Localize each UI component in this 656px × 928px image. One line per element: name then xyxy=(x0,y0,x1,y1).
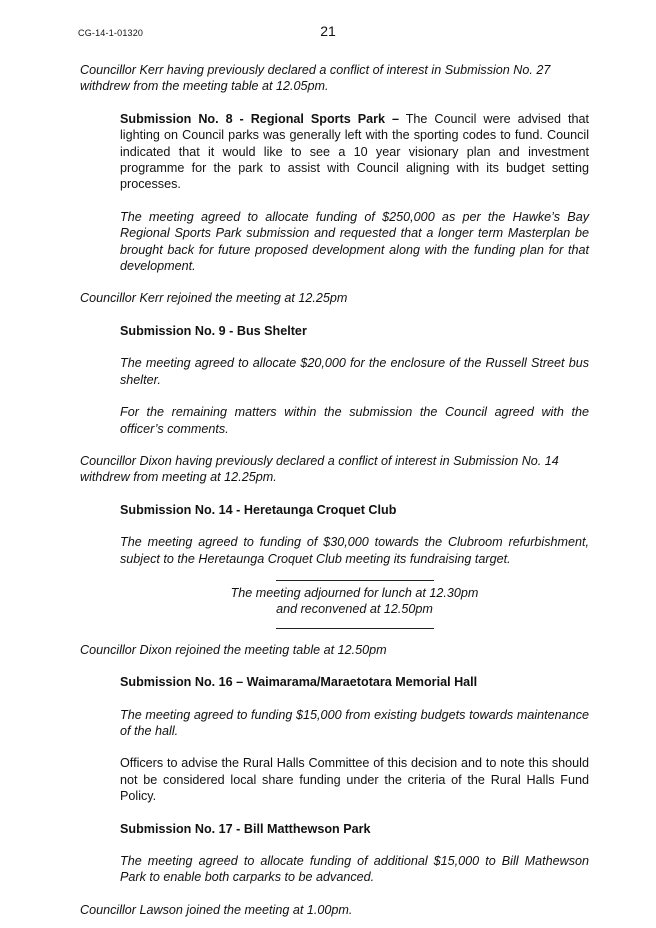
kerr-withdrew-note: Councillor Kerr having previously declared a conflict of interest in Submission No. 27 withdrew from the meeting table at 12.05pm. xyxy=(80,63,551,94)
submission-8-text: The Council were advised that lighting on Council parks was generally left with the sporting codes to fund. Council indicated that it would like to see a 10 year visionary plan and investment programme for the park to assist with Council aligning with its budget setting processes. xyxy=(120,111,589,192)
adjournment-top-rule xyxy=(276,580,434,581)
submission-9-resolution: The meeting agreed to allocate $20,000 for the enclosure of the Russell Street bus shelter. xyxy=(120,356,589,387)
submission-9-heading: Submission No. 9 - Bus Shelter xyxy=(120,323,307,338)
submission-16-heading: Submission No. 16 – Waimarama/Maraetotara Memorial Hall xyxy=(120,675,478,690)
lawson-joined-note: Councillor Lawson joined the meeting at 1.00pm. xyxy=(80,902,353,917)
submission-17-resolution: The meeting agreed to allocate funding of additional $15,000 to Bill Mathewson Park to enable both carparks to be advanced. xyxy=(120,854,589,885)
adjournment-block xyxy=(120,580,589,629)
adjournment-line-2: and reconvened at 12.50pm xyxy=(276,602,433,617)
submission-8-paragraph xyxy=(120,111,589,193)
submission-16-resolution: The meeting agreed to funding $15,000 from existing budgets towards maintenance of the hall. xyxy=(120,707,589,738)
submission-17-heading: Submission No. 17 - Bill Matthewson Park xyxy=(120,821,371,836)
page-number: 21 xyxy=(320,23,336,39)
submission-8-heading: Submission No. 8 - Regional Sports Park – xyxy=(120,111,399,126)
kerr-rejoined-note: Councillor Kerr rejoined the meeting at 12.25pm xyxy=(80,291,348,306)
adjournment-line-1: The meeting adjourned for lunch at 12.30pm xyxy=(230,585,479,600)
dixon-withdrew-note: Councillor Dixon having previously declared a conflict of interest in Submission No. 14 withdrew from meeting at 12.25pm. xyxy=(80,453,559,485)
minutes-body xyxy=(80,62,591,918)
dixon-rejoined-note: Councillor Dixon rejoined the meeting table at 12.50pm xyxy=(80,642,387,657)
adjournment-bottom-rule xyxy=(276,628,434,629)
document-code: CG-14-1-01320 xyxy=(78,28,144,38)
submission-8-resolution: The meeting agreed to allocate funding of $250,000 as per the Hawke’s Bay Regional Sports Park submission and requested that a longer term Masterplan be brought back for future proposed development along with the funding plan for that development. xyxy=(120,209,589,274)
submission-14-resolution: The meeting agreed to funding of $30,000 towards the Clubroom refurbishment, subject to the Heretaunga Croquet Club meeting its fundraising target. xyxy=(120,535,589,566)
submission-9-note: For the remaining matters within the submission the Council agreed with the officer’s comments. xyxy=(120,405,589,436)
submission-14-heading: Submission No. 14 - Heretaunga Croquet Club xyxy=(120,502,397,517)
submission-16-note: Officers to advise the Rural Halls Committee of this decision and to note this should not be considered local share funding under the criteria of the Rural Halls Fund Policy. xyxy=(120,756,589,804)
